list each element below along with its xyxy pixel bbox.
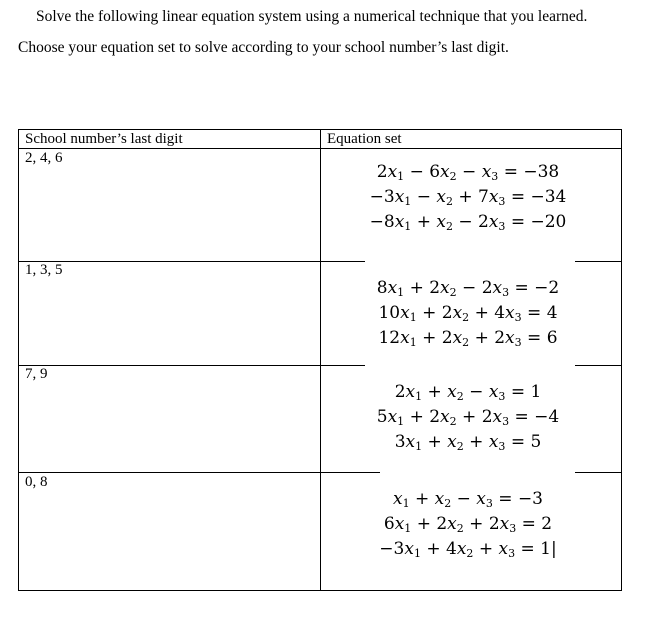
equation-block xyxy=(348,280,588,355)
equation: $8x_1 + 2x_2 - 2x_3 = -2$ xyxy=(376,278,560,299)
row-digits: 1, 3, 5 xyxy=(25,262,63,278)
equation-block xyxy=(348,164,588,239)
row-divider xyxy=(18,365,320,366)
row-divider xyxy=(18,261,320,262)
equation-table xyxy=(18,129,622,591)
table-border-left xyxy=(18,129,19,591)
equation-block xyxy=(348,491,588,566)
row-divider-segment xyxy=(575,261,622,262)
equation: $2x_1 - 6x_2 - x_3 = -38$ xyxy=(376,162,560,183)
equation: $2x_1 + x_2 - x_3 = 1$ xyxy=(394,382,542,403)
equation: $x_1 + x_2 - x_3 = -3$ xyxy=(392,489,544,510)
row-digits: 2, 4, 6 xyxy=(25,150,63,166)
instruction-line-2: Choose your equation set to solve according to your school number’s last digit. xyxy=(18,39,509,56)
row-divider-segment xyxy=(320,365,365,366)
row-divider-segment xyxy=(575,472,622,473)
row-divider-segment xyxy=(575,365,622,366)
header-last-digit: School number’s last digit xyxy=(25,131,183,147)
equation: $5x_1 + 2x_2 + 2x_3 = -4$ xyxy=(376,407,560,428)
instruction-line-1: Solve the following linear equation system using a numerical technique that you learned. xyxy=(36,8,588,25)
equation: $3x_1 + x_2 + x_3 = 5$ xyxy=(394,432,542,453)
row-divider-segment xyxy=(320,261,365,262)
row-divider-segment xyxy=(320,472,380,473)
equation: $-3x_1 - x_2 + 7x_3 = -34$ xyxy=(369,187,567,208)
equation: $-3x_1 + 4x_2 + x_3 = 1|$ xyxy=(379,539,557,560)
row-digits: 7, 9 xyxy=(25,366,48,382)
equation: $6x_1 + 2x_2 + 2x_3 = 2$ xyxy=(383,514,553,535)
equation: $-8x_1 + x_2 - 2x_3 = -20$ xyxy=(369,212,567,233)
header-equation-set: Equation set xyxy=(327,131,402,147)
row-divider xyxy=(18,472,320,473)
column-divider xyxy=(320,129,321,591)
equation: $12x_1 + 2x_2 + 2x_3 = 6$ xyxy=(378,328,558,349)
row-digits: 0, 8 xyxy=(25,474,48,490)
table-border-right xyxy=(621,129,622,591)
equation: $10x_1 + 2x_2 + 4x_3 = 4$ xyxy=(378,303,558,324)
equation-block xyxy=(348,384,588,459)
